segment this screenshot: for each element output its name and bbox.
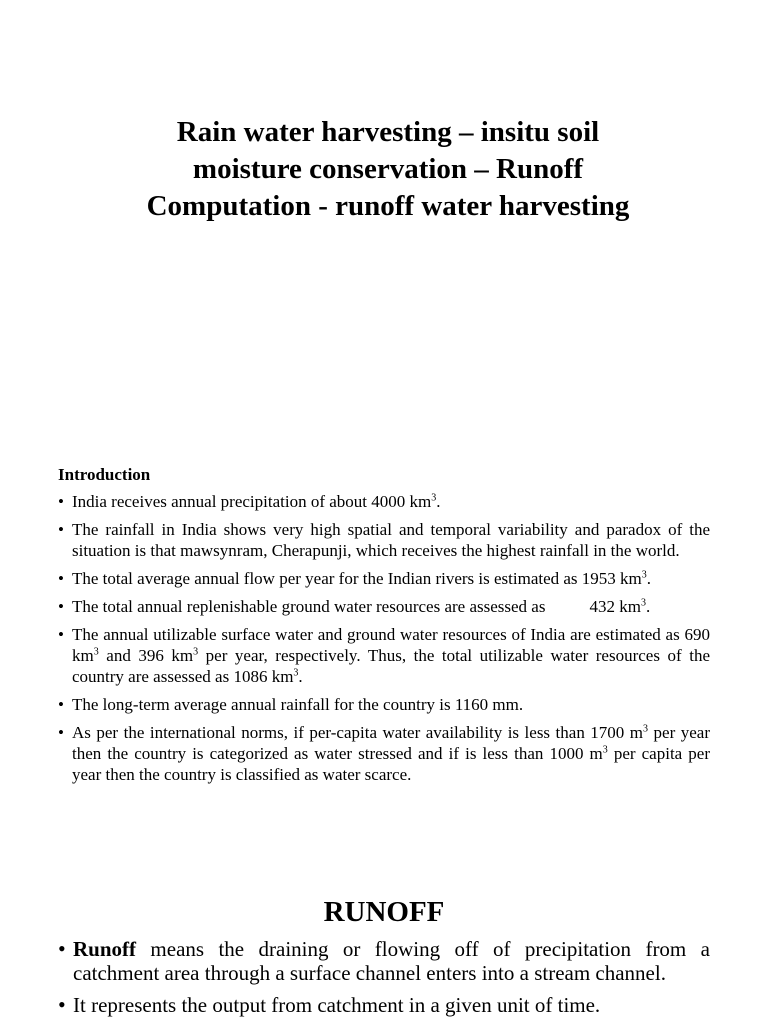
introduction-section — [58, 464, 710, 792]
superscript: 3 — [293, 667, 299, 679]
introduction-heading: Introduction — [58, 465, 151, 484]
superscript: 3 — [193, 646, 199, 658]
bullet-text: The total annual replenishable ground water resources are assessed as — [72, 597, 546, 616]
introduction-list — [58, 491, 710, 785]
list-item — [58, 694, 710, 715]
list-item — [58, 993, 710, 1017]
bullet-text: per capita per year then the country is classified as water scarce. — [72, 744, 711, 784]
bullet-text: As per the international norms, if per-capita water availability is less than 1700 m — [72, 723, 644, 742]
bullet-text: The annual utilizable surface water and ground water resources of India are estimated as 690 km — [72, 625, 710, 665]
bullet-tail: . — [646, 569, 652, 588]
superscript: 3 — [602, 744, 608, 756]
list-item — [58, 491, 710, 512]
runoff-list — [58, 937, 710, 1017]
bullet-text: The total average annual flow per year for the Indian rivers is estimated as 1953 km — [72, 569, 642, 588]
bullet-tail: . — [436, 492, 441, 511]
bullet-text: India receives annual precipitation of about 4000 km — [72, 492, 432, 511]
runoff-section — [58, 937, 710, 1025]
superscript: 3 — [641, 569, 647, 581]
bullet-text: The rainfall in India shows very high spatial and temporal variability and paradox of the situation is that mawsynram, Cherapunji, which receives the highest rainfall in the world. — [72, 520, 710, 560]
bullet-tail: . — [298, 667, 303, 686]
bullet-text: and 396 km — [98, 646, 194, 665]
bullet-text: means the draining or flowing off of precipitation from a catchment area through a surface channel enters into a stream channel. — [73, 937, 710, 985]
page-title: Rain water harvesting – insitu soil moisture conservation – Runoff Computation - runoff water harvesting — [146, 116, 630, 222]
superscript: 3 — [93, 646, 99, 658]
list-item — [58, 937, 710, 985]
bullet-text: per year, respectively. Thus, the total utilizable water resources of the country are assessed as 1086 km — [72, 646, 710, 686]
bold-term: Runoff — [73, 937, 137, 961]
bullet-tail: . — [645, 597, 651, 616]
superscript: 3 — [643, 723, 649, 735]
superscript: 3 — [640, 597, 646, 609]
list-item — [58, 519, 710, 561]
bullet-text: per year then the country is categorized as water stressed and if is less than 1000 m — [72, 723, 710, 763]
runoff-heading: RUNOFF — [323, 896, 445, 928]
list-item — [58, 722, 710, 785]
list-item — [58, 568, 710, 589]
bullet-text: The long-term average annual rainfall for the country is 1160 mm. — [72, 695, 524, 714]
superscript: 3 — [431, 492, 437, 504]
list-item — [58, 596, 710, 617]
list-item — [58, 624, 710, 687]
bullet-text: 432 km — [589, 597, 641, 616]
bullet-text: It represents the output from catchment in a given unit of time. — [73, 993, 601, 1017]
